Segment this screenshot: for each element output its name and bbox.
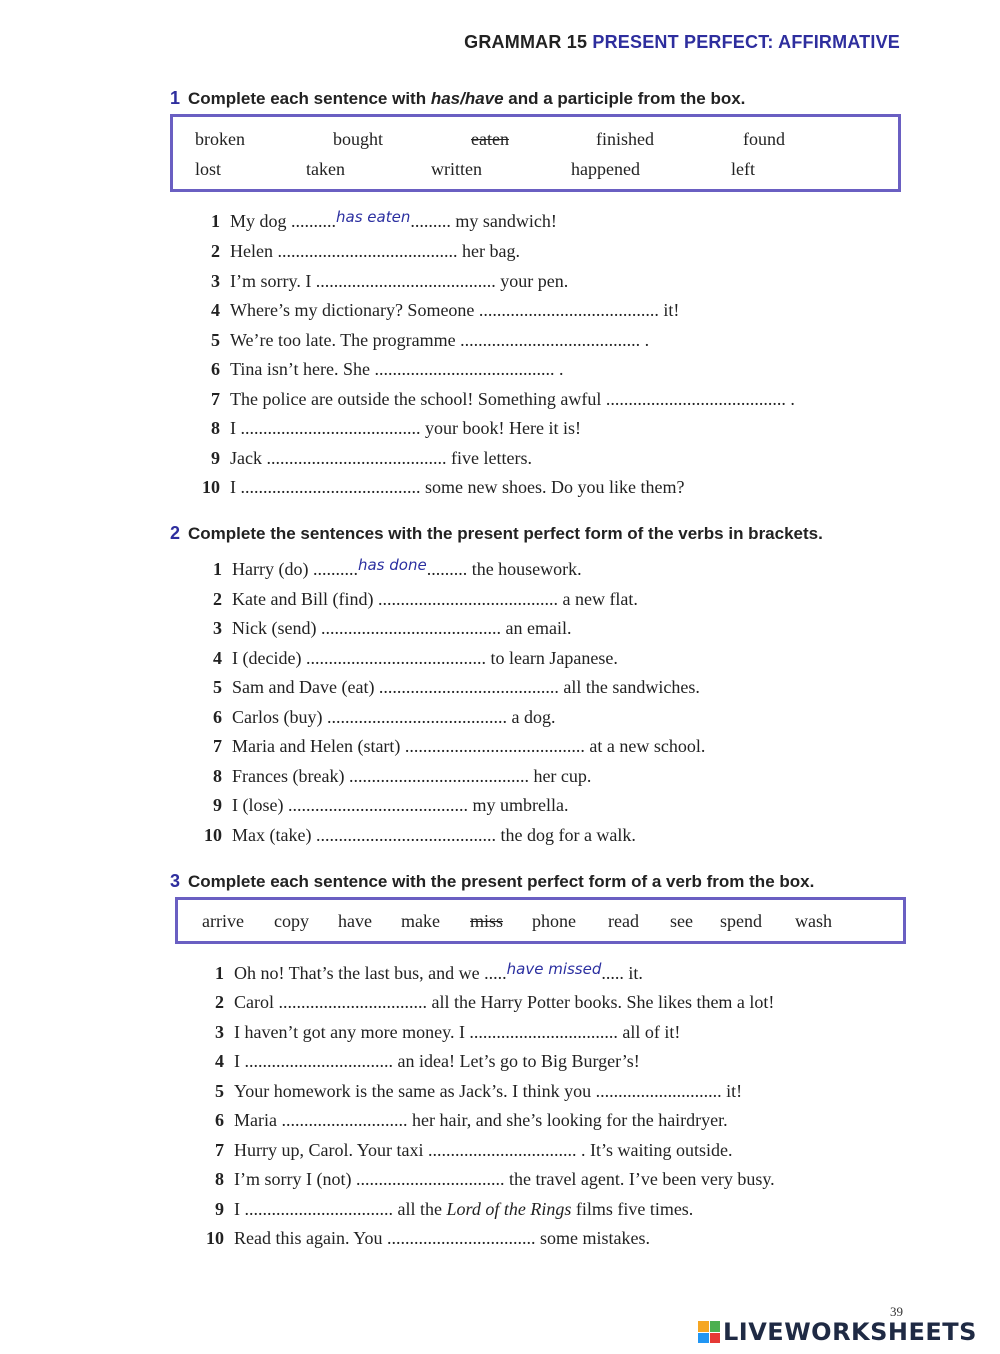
item-text: My dog .......... <box>230 211 337 231</box>
item-number: 1 <box>215 963 224 983</box>
item-number: 9 <box>213 795 222 815</box>
item-text: Harry (do) .......... <box>232 559 358 579</box>
item-number: 6 <box>213 707 222 727</box>
ex3-word: phone <box>532 911 576 931</box>
item-text: I haven’t got any more money. I ................................. all of it! <box>234 1022 681 1042</box>
ex3-item[interactable] <box>202 1051 640 1072</box>
ex3-word: arrive <box>202 911 244 931</box>
ex2-item[interactable] <box>200 795 568 816</box>
ex1-item[interactable] <box>198 389 795 410</box>
ex1-word-box <box>170 114 901 192</box>
ex1-item[interactable] <box>198 359 564 380</box>
logo-text: LIVEWORKSHEETS <box>723 1318 977 1346</box>
item-number: 1 <box>211 211 220 231</box>
item-number: 5 <box>211 330 220 350</box>
ex3-item[interactable] <box>202 992 774 1013</box>
item-text: Kate and Bill (find) ........................................ a new flat. <box>232 589 638 609</box>
ex1-item <box>198 208 557 232</box>
page-number: 39 <box>890 1304 903 1319</box>
grammar-topic: PRESENT PERFECT: AFFIRMATIVE <box>592 32 900 52</box>
handwritten-answer: has eaten <box>336 208 411 226</box>
item-text: I’m sorry. I ........................................ your pen. <box>230 271 569 291</box>
item-number: 9 <box>215 1199 224 1219</box>
ex2-item[interactable] <box>200 618 571 639</box>
item-number: 8 <box>213 766 222 786</box>
ex1-word: lost <box>195 159 222 179</box>
item-text: Maria and Helen (start) ........................................ at a new school. <box>232 736 706 756</box>
logo-grid-icon <box>698 1321 720 1343</box>
item-number: 8 <box>215 1169 224 1189</box>
item-number: 2 <box>215 992 224 1012</box>
ex1-word: taken <box>306 159 345 179</box>
item-text: Tina isn’t here. She ........................................ . <box>230 359 564 379</box>
item-number: 8 <box>211 418 220 438</box>
ex2-item[interactable] <box>200 825 636 846</box>
ex3-item[interactable] <box>202 1199 693 1220</box>
item-text-tail: films five times. <box>571 1199 694 1219</box>
item-number: 5 <box>215 1081 224 1101</box>
ex1-word: bought <box>333 129 384 149</box>
handwritten-answer: has done <box>357 556 427 574</box>
item-text: I ................................. all the <box>234 1199 447 1219</box>
ex3-word: read <box>608 911 639 931</box>
item-text: Helen ........................................ her bag. <box>230 241 520 261</box>
item-text-tail: ......... the housework. <box>426 559 582 579</box>
item-number: 7 <box>213 736 222 756</box>
ex3-word: copy <box>274 911 309 931</box>
ex1-word: broken <box>195 129 245 149</box>
item-text: I ........................................ your book! Here it is! <box>230 418 581 438</box>
item-text: Max (take) ........................................ the dog for a walk. <box>232 825 636 845</box>
item-number: 4 <box>213 648 222 668</box>
book-title: Lord of the Rings <box>446 1199 572 1219</box>
item-text-tail: ......... my sandwich! <box>410 211 557 231</box>
item-number: 7 <box>211 389 220 409</box>
ex3-instruction <box>170 871 814 892</box>
item-number: 9 <box>211 448 220 468</box>
item-text: We’re too late. The programme ........................................ . <box>230 330 650 350</box>
ex3-word: see <box>670 911 693 931</box>
ex3-item[interactable] <box>202 1140 732 1161</box>
item-text: Hurry up, Carol. Your taxi ................................. . It’s waiting outside. <box>234 1140 733 1160</box>
item-number: 2 <box>211 241 220 261</box>
ex3-instr-text: Complete each sentence with the present perfect form of a verb from the box. <box>188 872 815 891</box>
ex3-word: wash <box>795 911 832 931</box>
item-text: Your homework is the same as Jack’s. I think you ............................ it! <box>234 1081 743 1101</box>
ex2-item[interactable] <box>200 766 591 787</box>
item-number: 3 <box>213 618 222 638</box>
item-number: 3 <box>211 271 220 291</box>
ex2-number: 2 <box>170 523 181 543</box>
ex1-number: 1 <box>170 88 181 108</box>
item-text: Frances (break) ........................................ her cup. <box>232 766 592 786</box>
item-text: I’m sorry I (not) ................................. the travel agent. I’ve been very busy. <box>234 1169 775 1189</box>
item-number: 3 <box>215 1022 224 1042</box>
item-text: I ................................. an idea! Let’s go to Big Burger’s! <box>234 1051 640 1071</box>
ex1-word: found <box>743 129 785 149</box>
item-text: Read this again. You ................................. some mistakes. <box>234 1228 650 1248</box>
ex1-item[interactable] <box>198 418 581 439</box>
ex1-word: left <box>731 159 755 179</box>
ex1-word-crossed: eaten <box>471 129 509 149</box>
ex3-word: have <box>338 911 372 931</box>
item-text: I (decide) ........................................ to learn Japanese. <box>232 648 618 668</box>
ex1-item[interactable] <box>198 300 679 321</box>
item-text: Oh no! That’s the last bus, and we ..... <box>234 963 507 983</box>
item-number: 7 <box>215 1140 224 1160</box>
ex1-item[interactable] <box>198 330 649 351</box>
ex1-word: written <box>431 159 482 179</box>
ex1-instr-text-b: and a participle from the box. <box>503 89 746 108</box>
ex3-word: make <box>401 911 440 931</box>
ex3-item <box>202 960 643 984</box>
item-number: 1 <box>213 559 222 579</box>
item-text: Carol ................................. all the Harry Potter books. She likes them a lot! <box>234 992 775 1012</box>
grammar-number: GRAMMAR 15 <box>464 32 588 52</box>
ex3-item[interactable] <box>202 1110 728 1131</box>
item-number: 6 <box>211 359 220 379</box>
ex2-item[interactable] <box>200 677 700 698</box>
page-header <box>464 32 900 53</box>
ex3-item[interactable] <box>202 1228 650 1249</box>
ex3-word-box <box>175 897 906 944</box>
ex3-item[interactable] <box>202 1022 680 1043</box>
ex2-instr-text: Complete the sentences with the present perfect form of the verbs in brackets. <box>188 524 823 543</box>
item-text: Carlos (buy) ........................................ a dog. <box>232 707 556 727</box>
item-number: 4 <box>215 1051 224 1071</box>
ex1-word: finished <box>596 129 654 149</box>
item-text: Maria ............................ her hair, and she’s looking for the hairdryer. <box>234 1110 728 1130</box>
ex2-item[interactable] <box>200 707 555 728</box>
item-number: 4 <box>211 300 220 320</box>
item-number: 2 <box>213 589 222 609</box>
item-number: 5 <box>213 677 222 697</box>
ex3-item[interactable] <box>202 1169 775 1190</box>
ex3-number: 3 <box>170 871 181 891</box>
ex3-word-crossed: miss <box>470 911 504 931</box>
ex2-item[interactable] <box>200 589 638 610</box>
ex1-item[interactable] <box>198 477 684 498</box>
item-text-tail: ..... it. <box>601 963 643 983</box>
ex2-item <box>200 556 582 580</box>
ex1-instr-text-a: Complete each sentence with <box>188 89 431 108</box>
ex2-item[interactable] <box>200 648 618 669</box>
item-text: I (lose) ........................................ my umbrella. <box>232 795 569 815</box>
item-text: Jack ........................................ five letters. <box>230 448 532 468</box>
item-text: Sam and Dave (eat) ........................................ all the sandwiches. <box>232 677 700 697</box>
liveworksheets-logo <box>698 1318 977 1346</box>
item-number: 10 <box>206 1228 224 1248</box>
ex2-instruction <box>170 523 823 544</box>
item-number: 10 <box>204 825 222 845</box>
ex1-instruction <box>170 88 745 109</box>
ex1-word: happened <box>571 159 640 179</box>
handwritten-answer: have missed <box>506 960 602 978</box>
item-text: I ........................................ some new shoes. Do you like them? <box>230 477 685 497</box>
ex1-item[interactable] <box>198 271 568 292</box>
ex2-item[interactable] <box>200 736 705 757</box>
item-number: 6 <box>215 1110 224 1130</box>
item-text: Where’s my dictionary? Someone ........................................ it! <box>230 300 680 320</box>
ex1-instr-em: has/have <box>430 89 504 108</box>
item-number: 10 <box>202 477 220 497</box>
item-text: The police are outside the school! Something awful ........................................ . <box>230 389 795 409</box>
ex1-item[interactable] <box>198 448 532 469</box>
item-text: Nick (send) ........................................ an email. <box>232 618 572 638</box>
ex3-item[interactable] <box>202 1081 742 1102</box>
ex1-item[interactable] <box>198 241 520 262</box>
ex3-word: spend <box>720 911 762 931</box>
